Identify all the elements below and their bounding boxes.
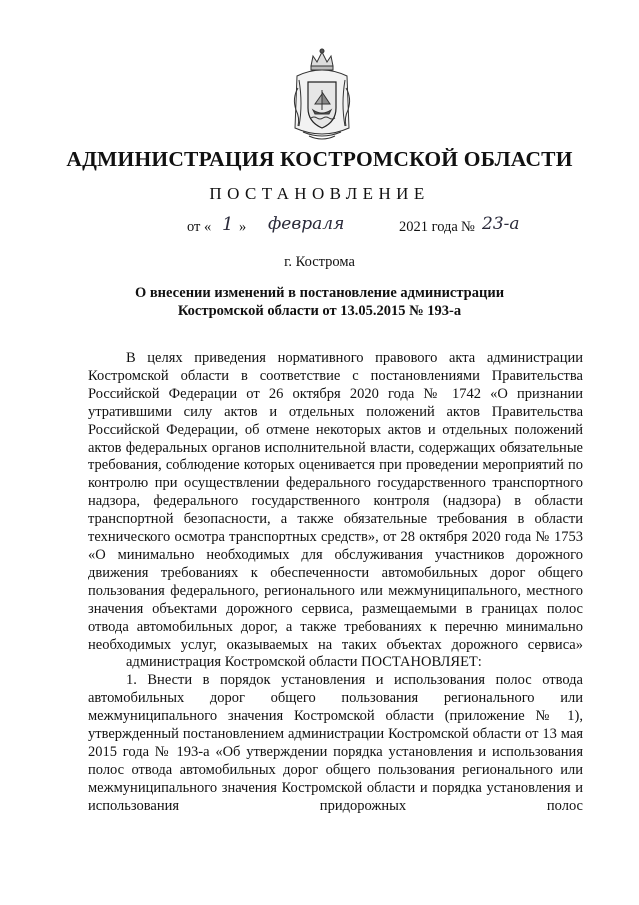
document-type-title: ПОСТАНОВЛЕНИЕ [209, 184, 430, 203]
date-day-close: » [239, 219, 247, 235]
date-prefix-text: от « [187, 219, 212, 235]
handwritten-month: февраля [268, 214, 345, 234]
date-prefix [187, 219, 211, 236]
preamble-paragraph: В целях приведения нормативного правового акта администрации Костромской области в соответствие с постановлениями Правительства Российской Федерации от 26 октября 2020 года № 1742 «О признании утратившими силу актов и отдельных положений актов Правительства Российской Федерации, об отмене некоторых актов и отдельных положений актов федеральных органов исполнительной власти, содержащих обязательные требования, соблюдение которых оценивается при проведении мероприятий по контролю при осуществлении федерального государственного транспортного надзора, федерального государственного контроля (надзора) в области транспортной безопасности, а также обязательные требования в области технического осмотра транспортных средств», от 28 октября 2020 года № 1753 «О минимально необходимых для обслуживания участников дорожного движения требованиях к обеспеченности автомобильных дорог общего пользования федерального, регионального или межмуниципального, местного значения объектами дорожного сервиса, размещаемыми в границах полос отвода автомобильных дорог, а также требованиях к перечню минимально необходимых услуг, оказываемых на таких объектах дорожного сервиса» [88, 350, 583, 653]
date-year: 2021 года [399, 219, 458, 235]
document-subject [0, 284, 639, 320]
subject-line-2: Костромской области от 13.05.2015 № 193-а [177, 303, 462, 319]
subject-line-1: О внесении изменений в постановление администрации [134, 285, 505, 301]
organization-title: АДМИНИСТРАЦИЯ КОСТРОМСКОЙ ОБЛАСТИ [66, 147, 573, 171]
coat-of-arms-emblem [289, 48, 355, 144]
resolve-paragraph: администрация Костромской области ПОСТАНОВЛЯЕТ: [126, 654, 482, 671]
handwritten-day: 1 [222, 214, 234, 235]
number-sign: № [461, 219, 475, 235]
document-body [88, 350, 583, 816]
city-line: г. Кострома [284, 254, 355, 270]
handwritten-number: 23-а [482, 214, 520, 234]
item-1-paragraph: 1. Внести в порядок установления и использования полос отвода автомобильных дорог общего пользования регионального или межмуниципального значения Костромской области (приложение № 1), утвержденный постановлением администрации Костромской области от 13 мая 2015 года № 193-а «Об утверждении порядка установления и использования полос отвода автомобильных дорог общего пользования регионального или межмуниципального значения Костромской области и порядка установления и использования придорожных полос [88, 672, 583, 814]
